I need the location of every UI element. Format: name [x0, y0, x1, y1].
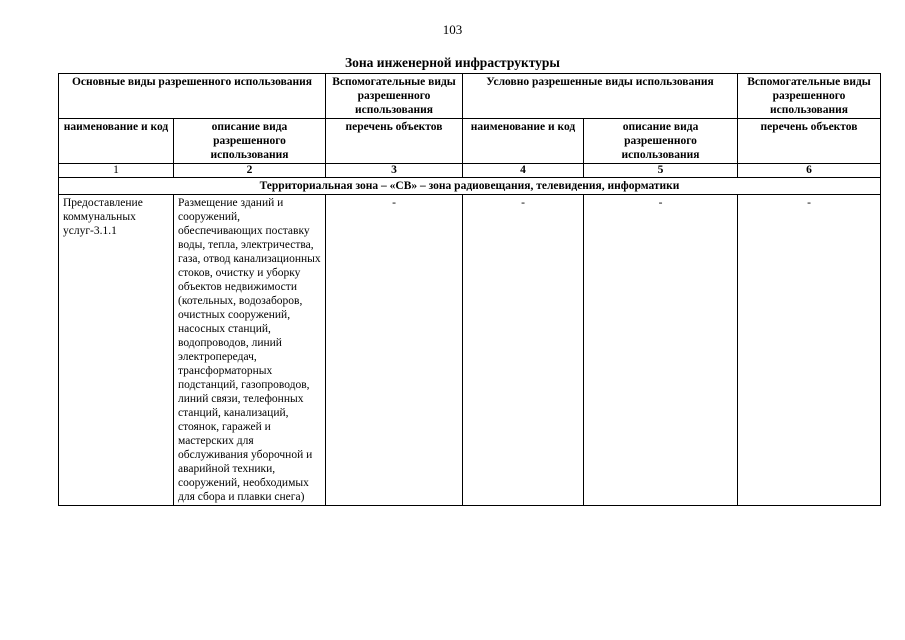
document-title: Зона инженерной инфраструктуры: [345, 55, 560, 70]
zone-heading: [59, 178, 881, 195]
subheader-name-code-2: наименование и код: [463, 119, 584, 164]
header-row: [59, 74, 881, 119]
header-conditional-uses: Условно разрешенные виды использования: [463, 74, 738, 119]
header-aux-uses-2: Вспомогательные виды разрешенного использования: [738, 74, 881, 119]
column-number-4: 4: [463, 164, 584, 178]
table-row: [59, 195, 881, 506]
page-number: 103: [442, 22, 463, 37]
column-number-3: 3: [326, 164, 463, 178]
column-number-6: 6: [738, 164, 881, 178]
zone-heading-prefix: Территориальная зона – «СВ»: [259, 180, 418, 192]
aux-objects-2-value: -: [738, 195, 881, 506]
column-number-5: 5: [584, 164, 738, 178]
header-aux-uses-1: Вспомогательные виды разрешенного использования: [326, 74, 463, 119]
subheader-description-1: описание вида разрешенного использования: [174, 119, 326, 164]
subheader-objects-2: перечень объектов: [738, 119, 881, 164]
header-main-uses: Основные виды разрешенного использования: [59, 74, 326, 119]
aux-objects-1-value: -: [326, 195, 463, 506]
subheader-row: [59, 119, 881, 164]
conditional-description-value: -: [584, 195, 738, 506]
zone-row: [59, 178, 881, 195]
conditional-name-code-value: -: [463, 195, 584, 506]
zone-table: [58, 73, 881, 506]
column-number-row: [59, 164, 881, 178]
column-number-1: 1: [59, 164, 174, 178]
subheader-description-2: описание вида разрешенного использования: [584, 119, 738, 164]
use-name-code: Предоставление коммунальных услуг-3.1.1: [59, 195, 174, 506]
subheader-name-code-1: наименование и код: [59, 119, 174, 164]
subheader-objects-1: перечень объектов: [326, 119, 463, 164]
use-description: Размещение зданий и сооружений, обеспечивающих поставку воды, тепла, электричества, газа, отвод канализационных стоков, очистку и уборку объектов недвижимости (котельных, водозаборов, очистных сооружений, насосных станций, водопроводов, линий электропередач, трансформаторных подстанций, газопроводов, линий связи, телефонных станций, канализаций, стоянок, гаражей и мастерских для обслуживания уборочной и аварийной техники, сооружений, необходимых для сбора и плавки снега): [174, 195, 326, 506]
column-number-2: 2: [174, 164, 326, 178]
zone-heading-suffix: – зона радиовещания, телевидения, информатики: [417, 180, 680, 192]
